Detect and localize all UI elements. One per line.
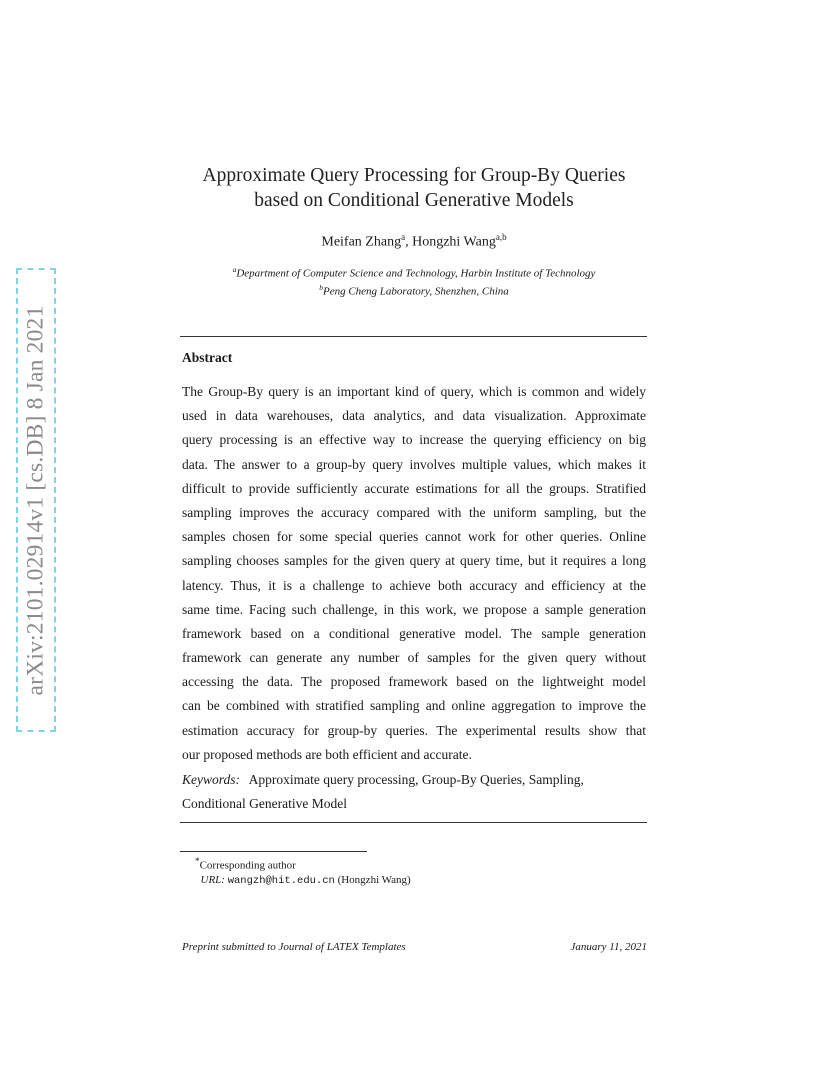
keywords-line-2: Conditional Generative Model bbox=[182, 796, 347, 812]
title-line-1: Approximate Query Processing for Group-By Queries bbox=[202, 165, 626, 186]
arxiv-id: arXiv:2101.02914v1 [cs.DB] 8 Jan 2021 bbox=[22, 305, 49, 695]
abstract-line: our proposed methods are both efficient and accurate. bbox=[182, 746, 472, 762]
preprint-date: January 11, 2021 bbox=[570, 941, 647, 953]
abstract-line: framework can generate any number of samples for the given query without bbox=[182, 650, 646, 666]
abstract-body bbox=[182, 380, 646, 767]
affiliation-a bbox=[120, 263, 708, 281]
authors: Meifan Zhang$^a$, Hongzhi Wang$^{a,b}$ bbox=[321, 232, 507, 250]
keywords bbox=[182, 768, 646, 816]
abstract-line: latency. Thus, it is a challenge to achieve both accuracy and efficiency at the bbox=[182, 577, 646, 593]
abstract-line: can be combined with stratified sampling and online aggregation to improve the bbox=[182, 698, 646, 714]
affiliation-sup: b bbox=[319, 282, 323, 292]
abstract-line: framework based on a conditional generative model. The sample generation bbox=[182, 625, 646, 641]
preprint-note: Preprint submitted to Journal of LATEX Templates bbox=[182, 941, 406, 953]
author-name: Meifan Zhang bbox=[321, 234, 402, 250]
affiliations bbox=[120, 263, 708, 298]
title-line-2: based on Conditional Generative Models bbox=[254, 190, 574, 211]
bottom-rule bbox=[180, 822, 647, 823]
abstract-line: The Group-By query is an important kind of query, which is common and widely bbox=[182, 384, 646, 399]
abstract-line: samples chosen for some special queries cannot work for other queries. Online bbox=[182, 529, 646, 545]
footnote bbox=[195, 854, 411, 888]
abstract-line: sampling chooses samples for the given query at query time, but it requires a long bbox=[182, 553, 646, 569]
affiliation-text: Peng Cheng Laboratory, Shenzhen, China bbox=[322, 285, 509, 298]
abstract-line: used in data warehouses, data analytics, and data visualization. Approximate bbox=[182, 408, 646, 424]
author-sup: a,b bbox=[495, 232, 507, 242]
abstract-line: data. The answer to a group-by query involves multiple values, which makes it bbox=[182, 456, 646, 472]
abstract-line: estimation accuracy for group-by queries. The experimental results show that bbox=[182, 722, 646, 738]
affiliation-text: Department of Computer Science and Technology, Harbin Institute of Technology bbox=[236, 267, 596, 280]
top-rule bbox=[180, 336, 647, 337]
author-name: Hongzhi Wang bbox=[412, 234, 496, 250]
arxiv-stamp bbox=[16, 268, 56, 732]
abstract-line: sampling improves the accuracy compared with the uniform sampling, but the bbox=[182, 504, 646, 520]
url-label: URL: bbox=[200, 873, 225, 886]
abstract-line: query processing is an effective way to increase the querying efficiency on big bbox=[182, 432, 646, 448]
abstract-line: same time. Facing such challenge, in this work, we propose a sample generation bbox=[182, 601, 646, 617]
footnote-corresponding bbox=[195, 854, 411, 873]
footnote-asterisk: * bbox=[195, 856, 200, 866]
affiliation-sup: a bbox=[232, 265, 237, 274]
affiliation-b bbox=[120, 281, 708, 299]
keywords-line-1 bbox=[182, 768, 646, 792]
abstract-heading: Abstract bbox=[182, 350, 233, 365]
footnote-url bbox=[195, 873, 411, 888]
keywords-text: Approximate query processing, Group-By Queries, Sampling, bbox=[248, 772, 584, 787]
abstract-line: difficult to provide sufficiently accurate estimations for all the groups. Stratified bbox=[182, 480, 646, 496]
footnote-rule bbox=[180, 851, 367, 852]
email-owner: (Hongzhi Wang) bbox=[337, 873, 411, 886]
author-sup: a bbox=[401, 232, 406, 242]
paper-title bbox=[120, 163, 708, 213]
abstract-line: accessing the data. The proposed framework based on the lightweight model bbox=[182, 674, 646, 690]
email-link[interactable]: wangzh@hit.edu.cn bbox=[227, 874, 335, 887]
corresponding-text: Corresponding author bbox=[199, 859, 296, 872]
keywords-label: Keywords: bbox=[182, 772, 240, 787]
